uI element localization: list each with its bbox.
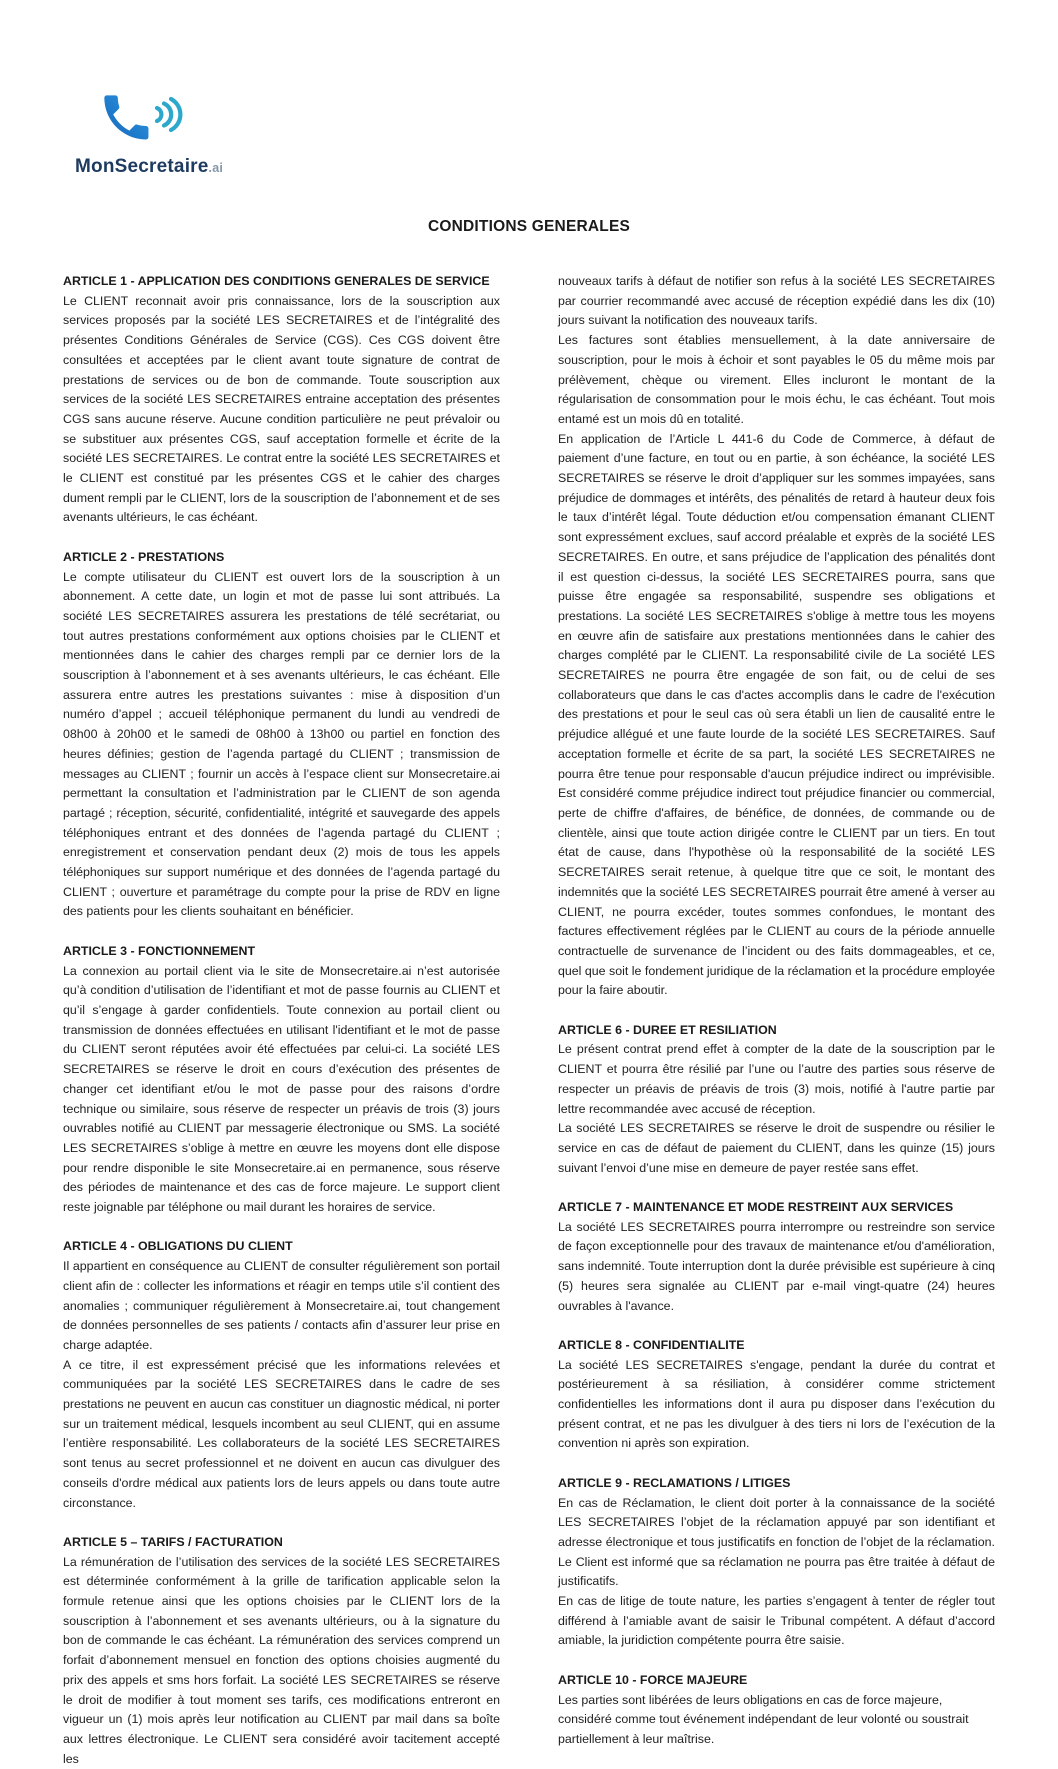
brand-suffix: .ai: [208, 161, 224, 175]
article-heading: ARTICLE 9 - RECLAMATIONS / LITIGES: [558, 1475, 791, 1490]
document-body: [63, 272, 995, 1769]
article-heading: ARTICLE 2 - PRESTATIONS: [63, 549, 225, 564]
article-paragraph: Le CLIENT reconnait avoir pris connaissance, lors de la souscription aux services proposés par la société LES SECRETAIRES et de l’intégralité des présentes Conditions Générales de Service (CGS). Ces CGS doivent être consultées et acceptées par le client avant toute signature de contrat de prestations de services ou de bon de commande. Toute souscription aux services de la société LES SECRETAIRES entraine acceptation des présentes CGS sans aucune réserve. Aucune condition particulière ne peut prévaloir ou se substituer aux présentes CGS, sauf acceptation formelle et écrite de la société LES SECRETAIRES. Le contrat entre la société LES SECRETAIRES et le CLIENT est constitué par les présentes CGS et le cahier des charges dument rempli par le CLIENT, lors de la souscription de l’abonnement et de ses avenants ultérieurs, le cas échéant.: [63, 293, 500, 525]
article-paragraph: Les parties sont libérées de leurs obligations en cas de force majeure, considéré comme tout événement indépendant de leur volonté ou soustrait partiellement à leur maîtrise.: [558, 1692, 969, 1746]
article-heading: ARTICLE 5 – TARIFS / FACTURATION: [63, 1534, 283, 1549]
article-heading: ARTICLE 7 - MAINTENANCE ET MODE RESTREINT AUX SERVICES: [558, 1200, 954, 1215]
article-paragraph: Il appartient en conséquence au CLIENT de consulter régulièrement son portail client afin de : collecter les informations et réagir en temps utile s’il contient des anomalies ; communiquer régulièrement à Monsecretaire.ai, tout changement de données personnelles de ses patients / contacts afin d’assurer leur prise en charge adaptée.: [63, 1259, 500, 1352]
article-paragraph: La connexion au portail client via le site de Monsecretaire.ai n’est autorisée qu’à condition d’utilisation de l’identifiant et mot de passe fournis au CLIENT et qu’il s’engage à garder confidentiels. Toute connexion au portail client ou transmission de données effectuées en utilisant l'identifiant et le mot de passe du CLIENT seront réputées avoir été effectuées par celui-ci. La société LES SECRETAIRES se réserve le droit en cours d’exécution des présentes de changer cet identifiant et/ou le mot de passe pour des raisons d’ordre technique ou similaire, sous réserve de respecter un préavis de trois (3) jours ouvrables notifié au CLIENT par messagerie électronique ou SMS. La société LES SECRETAIRES s’oblige à mettre en œuvre les moyens dont elle dispose pour rendre disponible le site Monsecretaire.ai en permanence, sous réserve des périodes de maintenance et des cas de force majeure. Le support client reste joignable par téléphone ou mail durant les horaires de service.: [63, 963, 500, 1215]
article-paragraph: nouveaux tarifs à défaut de notifier son refus à la société LES SECRETAIRES par courrier recommandé avec accusé de réception expédié dans les dix (10) jours suivant la notification des nouveaux tarifs.: [558, 274, 995, 328]
article-section: [63, 942, 500, 1218]
right-column: [558, 272, 995, 1750]
article-paragraph: La rémunération de l’utilisation des services de la société LES SECRETAIRES est déterminée conformément à la grille de tarification applicable selon la formule retenue ainsi que les options choisies par le CLIENT lors de la souscription à l’abonnement et ses avenants ultérieurs, ou à la signature du bon de commande le cas échéant. La rémunération des services comprend un forfait d’abonnement mensuel en fonction des options choisies augmenté du prix des appels et sms hors forfait. La société LES SECRETAIRES se réserve le droit de modifier à tout moment ses tarifs, ces modifications entreront en vigueur un (1) mois après leur notification au CLIENT par mail dans sa boîte aux lettres électronique. Le CLIENT sera considéré avoir tacitement accepté les: [63, 1554, 500, 1766]
left-column: [63, 272, 500, 1769]
article-section: [63, 272, 500, 528]
article-paragraph: Le présent contrat prend effet à compter de la date de la souscription par le CLIENT et pourra être résilié par l’une ou l’autre des parties sous réserve de respecter un préavis de préavis de trois (3) mois, notifié à l'autre partie par lettre recommandée avec accusé de réception.: [558, 1042, 995, 1116]
article-paragraph: En cas de Réclamation, le client doit porter à la connaissance de la société LES SECRETAIRES l’objet de la réclamation appuyé par son identifiant et adresse électronique et tous justificatifs en fonction de l’objet de la réclamation. Le Client est informé que sa réclamation ne pourra pas être traitée à défaut de justificatifs.: [558, 1495, 995, 1589]
article-section: [63, 548, 500, 922]
article-heading: ARTICLE 3 - FONCTIONNEMENT: [63, 943, 256, 958]
article-paragraph: A ce titre, il est expressément précisé que les informations relevées et communiquées par la société LES SECRETAIRES dans le cadre de ses prestations ne peuvent en aucun cas constituer un diagnostic médical, ni porter sur un traitement médical, lesquels incombent au seul CLIENT, qui en assume l’entière responsabilité. Les collaborateurs de la société LES SECRETAIRES sont tenus au secret professionnel et ne doivent en aucun cas divulguer des conseils d'ordre médical aux patients lors de leurs appels ou dans toute autre circonstance.: [63, 1357, 500, 1510]
phone-with-sound-waves-icon: [91, 86, 201, 152]
article-section: [558, 1474, 995, 1651]
page-title: CONDITIONS GENERALES: [427, 218, 631, 235]
article-continuation: [558, 272, 995, 1001]
article-heading: ARTICLE 6 - DUREE ET RESILIATION: [558, 1022, 777, 1037]
article-heading: ARTICLE 8 - CONFIDENTIALITE: [558, 1337, 745, 1352]
article-section: [558, 1336, 995, 1454]
article-section: [558, 1198, 995, 1316]
article-paragraph: La société LES SECRETAIRES se réserve le droit de suspendre ou résilier le service en cas de défaut de paiement du CLIENT, dans les quinze (15) jours suivant l’envoi d’une mise en demeure de payer restée sans effet.: [558, 1121, 995, 1175]
article-paragraph: La société LES SECRETAIRES s'engage, pendant la durée du contrat et postérieurement à sa résiliation, à considérer comme strictement confidentielles les informations dont il aura pu disposer dans l’exécution du présent contrat, et ne pas les divulguer à des tiers ni lors de l’exécution de la convention ni après son expiration.: [558, 1357, 995, 1451]
article-heading: ARTICLE 10 - FORCE MAJEURE: [558, 1672, 748, 1687]
article-section: [63, 1533, 500, 1769]
brand-name: [75, 156, 235, 178]
article-section: [558, 1671, 995, 1750]
article-heading: ARTICLE 4 - OBLIGATIONS DU CLIENT: [63, 1239, 293, 1254]
logo: [75, 86, 235, 178]
article-heading: ARTICLE 1 - APPLICATION DES CONDITIONS GENERALES DE SERVICE: [63, 274, 490, 288]
article-paragraph: Les factures sont établies mensuellement, à la date anniversaire de souscription, pour le mois à échoir et sont payables le 05 du même mois par prélèvement, chèque ou virement. Elles incluront le montant de la régularisation de consommation pour le mois échu, le cas échéant. Tout mois entamé est un mois dû en totalité.: [558, 333, 995, 426]
article-paragraph: Le compte utilisateur du CLIENT est ouvert lors de la souscription à un abonnement. A cette date, un login et mot de passe lui sont attribués. La société LES SECRETAIRES assurera les prestations de télé secrétariat, ou tout autres prestations conformément aux options choisies par le CLIENT et mentionnées dans le cahier des charges rempli par ce dernier lors de la souscription à l’abonnement et à ses avenants ultérieurs, le cas échéant. Elle assurera entre autres les prestations suivantes : mise à disposition d’un numéro d’appel ; accueil téléphonique permanent du lundi au vendredi de 08h00 à 20h00 et le samedi de 08h00 à 13h00 ou partiel en fonction des heures définies; gestion de l’agenda partagé du CLIENT ; transmission de messages au CLIENT ; fournir un accès à l’espace client sur Monsecretaire.ai permettant la consultation et l’administration par le CLIENT de son agenda partagé ; réception, sécurité, confidentialité, intégrité et sauvegarde des appels téléphoniques entrant et des données de l’agenda partagé du CLIENT ; enregistrement et conservation pendant deux (2) mois de tous les appels téléphoniques sur support numérique et des données de l’agenda partagé du CLIENT ; ouverture et paramétrage du compte pour la prise de RDV en ligne des patients pour les clients souhaitant en bénéficier.: [63, 569, 500, 919]
article-paragraph: En cas de litige de toute nature, les parties s’engagent à tenter de régler tout différend à l’amiable avant de saisir le Tribunal compétent. A défaut d’accord amiable, la juridiction compétente pourra être saisie.: [558, 1594, 995, 1648]
article-paragraph: En application de l’Article L 441-6 du Code de Commerce, à défaut de paiement d’une facture, en tout ou en partie, à son échéance, la société LES SECRETAIRES se réserve le droit d’appliquer sur les sommes impayées, sans préjudice de dommages et intérêts, des pénalités de retard à hauteur deux fois le taux d’intérêt légal. Toute déduction et/ou compensation émanant CLIENT sont expressément exclues, sauf accord préalable et exprès de la société LES SECRETAIRES. En outre, et sans préjudice de l’application des pénalités dont il est question ci-dessus, la société LES SECRETAIRES pourra, sans que puisse être engagée sa responsabilité, suspendre ses obligations et prestations. La société LES SECRETAIRES s'oblige à mettre tous les moyens en œuvre afin de satisfaire aux prestations mentionnées dans le cahier des charges complété par le CLIENT. La responsabilité civile de La société LES SECRETAIRES ne pourra être engagée de son fait, ou de celui de ses collaborateurs que dans le cas d'actes accomplis dans le cadre de l'exécution des prestations et pour le seul cas où sera établi un lien de causalité entre le préjudice allégué et une faute lourde de la société LES SECRETAIRES. Sauf acceptation formelle et écrite de sa part, la société LES SECRETAIRES ne pourra être tenue pour responsable d'aucun préjudice indirect ou imprévisible. Est considéré comme préjudice indirect tout préjudice financier ou commercial, perte de chiffre d'affaires, de bénéfice, de données, de commande ou de clientèle, ainsi que toute action dirigée contre le CLIENT par un tiers. En tout état de cause, dans l'hypothèse où la responsabilité de la société LES SECRETAIRES serait retenue, à quelque titre que ce soit, le montant des indemnités que la société LES SECRETAIRES pourrait être amené à verser au CLIENT, ne pourra excéder, toutes sommes confondues, le montant des factures effectivement réglées par le CLIENT au cours de la période annuelle contractuelle de survenance de l’incident ou des faits dommageables, et ce, quel que soit le fondement juridique de la réclamation et la procédure employée pour la faire aboutir.: [558, 431, 995, 998]
brand-main: MonSecretaire: [75, 156, 209, 177]
article-section: [63, 1237, 500, 1513]
article-paragraph: La société LES SECRETAIRES pourra interrompre ou restreindre son service de façon exceptionnelle pour des travaux de maintenance et/ou d'amélioration, sans indemnité. Toute interruption dont la durée prévisible est supérieure à cinq (5) heures sera signalée au CLIENT par e-mail vingt-quatre (24) heures ouvrables à l'avance.: [558, 1219, 995, 1313]
article-section: [558, 1021, 995, 1179]
